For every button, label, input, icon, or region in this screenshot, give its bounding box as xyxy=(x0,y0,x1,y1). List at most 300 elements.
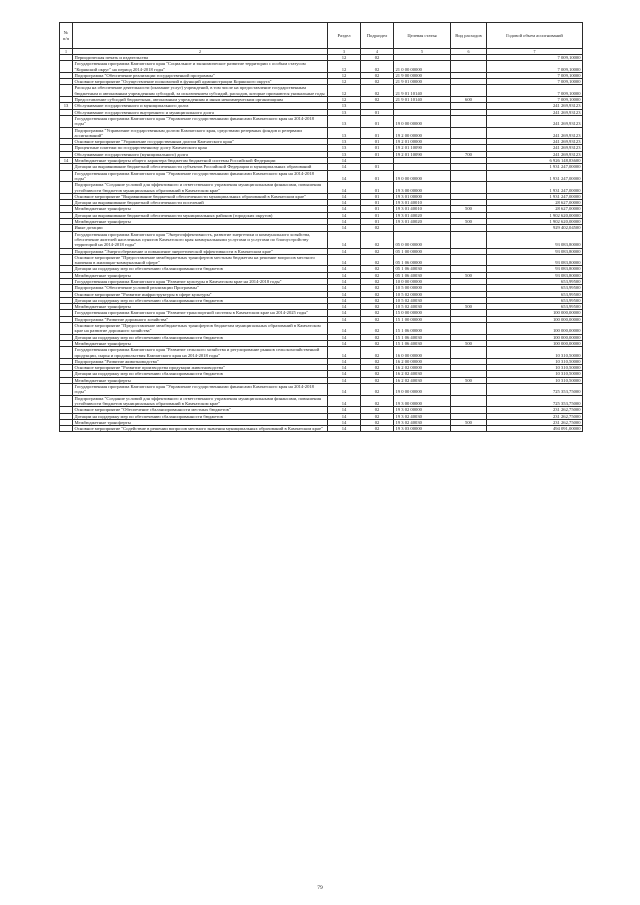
target-article-cell: 21 0 00 00000 xyxy=(394,61,451,73)
subsection-code-cell: 01 xyxy=(361,151,394,157)
subsection-code-cell: 01 xyxy=(361,109,394,115)
table-row xyxy=(60,115,583,127)
page-number: 79 xyxy=(317,885,323,891)
amount-cell: 653,99500 xyxy=(487,291,583,297)
expense-name-cell: Основное мероприятие "Предоставление межбюджетных трансфертов бюджетам муниципальных образований в Камчатском крае на развитие дорожного хозяйства" xyxy=(73,323,328,335)
expense-type-cell xyxy=(451,170,487,182)
amount-cell: 231 262,75000 xyxy=(487,413,583,419)
target-article-cell: 19 0 00 00000 xyxy=(394,115,451,127)
expense-name-cell: Обслуживание государственного (муниципального) долга xyxy=(73,151,328,157)
expense-type-cell xyxy=(451,254,487,266)
expense-name-cell: Расходы на обеспечение деятельности (оказание услуг) учреждений, в том числе на предоставление государственным бюджетным и автономным учреждениям субсидий, за исключением субсидий, расходов, которые признаются уникальные годы xyxy=(73,85,328,97)
row-number-cell xyxy=(60,426,73,432)
amount-cell: 653,99500 xyxy=(487,297,583,303)
subsection-code-cell: 02 xyxy=(361,413,394,419)
expense-name-cell: Основное мероприятие "Осуществление полномочий в функций администрации Корякского округа" xyxy=(73,79,328,85)
section-code-cell: 14 xyxy=(328,170,361,182)
subsection-code-cell: 02 xyxy=(361,316,394,322)
amount-cell: 1 931 247,00000 xyxy=(487,164,583,170)
subsection-code-cell: 02 xyxy=(361,85,394,97)
row-number-cell xyxy=(60,347,73,359)
section-code-cell: 14 xyxy=(328,323,361,335)
expense-name-cell: Основное мероприятие "Обеспечение сбалансированности местных бюджетов" xyxy=(73,407,328,413)
amount-cell: 494 091,00000 xyxy=(487,426,583,432)
subsection-code-cell: 02 xyxy=(361,248,394,254)
column-number: 4 xyxy=(361,49,394,55)
target-article-cell: 16 2 00 00000 xyxy=(394,358,451,364)
amount-cell: 93 083,80000 xyxy=(487,266,583,272)
amount-cell: 93 083,80000 xyxy=(487,254,583,266)
header-expense-type: Вид расходов xyxy=(451,23,487,49)
column-number: 5 xyxy=(394,49,451,55)
expense-type-cell: 500 xyxy=(451,419,487,425)
target-article-cell: 19 0 00 00000 xyxy=(394,384,451,396)
section-code-cell: 13 xyxy=(328,145,361,151)
expense-type-cell xyxy=(451,347,487,359)
subsection-code-cell: 02 xyxy=(361,310,394,316)
table-row xyxy=(60,323,583,335)
row-number-cell xyxy=(60,182,73,194)
table-row xyxy=(60,61,583,73)
section-code-cell: 14 xyxy=(328,206,361,212)
amount-cell: 100 000,00000 xyxy=(487,316,583,322)
section-code-cell: 13 xyxy=(328,139,361,145)
amount-cell: 653,99500 xyxy=(487,285,583,291)
section-code-cell: 14 xyxy=(328,340,361,346)
expense-type-cell: 500 xyxy=(451,206,487,212)
target-article-cell: 19 2 01 10090 xyxy=(394,151,451,157)
expense-name-cell: Государственная программа Камчатского края "Управление государственными финансами Камчатского края на 2014-2018 годы" xyxy=(73,170,328,182)
amount-cell: 653,99500 xyxy=(487,278,583,284)
table-body xyxy=(60,49,583,432)
expense-name-cell: Обслуживание государственного и муниципального долга xyxy=(73,103,328,109)
expense-name-cell: Предоставление субсидий бюджетным, автономным учреждениям и иным некоммерческим организациям xyxy=(73,97,328,103)
target-article-cell: 19 3 00 00000 xyxy=(394,182,451,194)
subsection-code-cell: 02 xyxy=(361,231,394,248)
header-target-article: Целевая статья xyxy=(394,23,451,49)
section-code-cell: 14 xyxy=(328,272,361,278)
section-code-cell: 12 xyxy=(328,55,361,61)
amount-cell: 6 926 148,83600 xyxy=(487,158,583,164)
expense-name-cell: Процентные платежи по государственному долгу Камчатского края xyxy=(73,145,328,151)
amount-cell: 100 000,00000 xyxy=(487,323,583,335)
amount-cell: 93 083,80000 xyxy=(487,231,583,248)
expense-type-cell: 500 xyxy=(451,377,487,383)
expense-name-cell: Дотации на поддержку мер по обеспечению сбалансированности бюджетов xyxy=(73,371,328,377)
amount-cell: 241 269,93123 xyxy=(487,127,583,139)
expense-name-cell: Дотации на поддержку мер по обеспечению сбалансированности бюджетов xyxy=(73,334,328,340)
section-code-cell: 14 xyxy=(328,285,361,291)
expense-name-cell: Межбюджетные трансферты xyxy=(73,377,328,383)
section-code-cell: 14 xyxy=(328,254,361,266)
header-section: Раздел xyxy=(328,23,361,49)
expense-name-cell: Межбюджетные трансферты xyxy=(73,340,328,346)
expense-name-cell: Подпрограмма "Энергосбережение и повышение энергетической эффективности в Камчатском крае" xyxy=(73,248,328,254)
section-code-cell: 14 xyxy=(328,384,361,396)
section-code-cell: 14 xyxy=(328,193,361,199)
target-article-cell: 21 9 00 00000 xyxy=(394,72,451,78)
target-article-cell: 19 3 02 40030 xyxy=(394,413,451,419)
target-article-cell: 05 0 00 00000 xyxy=(394,231,451,248)
section-code-cell: 12 xyxy=(328,61,361,73)
section-code-cell: 14 xyxy=(328,377,361,383)
target-article-cell: 05 1 06 40030 xyxy=(394,272,451,278)
amount-cell: 1 931 247,00000 xyxy=(487,170,583,182)
section-code-cell: 12 xyxy=(328,79,361,85)
section-code-cell: 14 xyxy=(328,358,361,364)
expense-name-cell: Межбюджетные трансферты xyxy=(73,219,328,225)
expense-name-cell: Основное мероприятие "Содействие в решении вопросов местного значения муниципальных образований в Камчатском крае" xyxy=(73,426,328,432)
table-row xyxy=(60,182,583,194)
target-article-cell: 19 2 01 00000 xyxy=(394,139,451,145)
subsection-code-cell: 02 xyxy=(361,285,394,291)
section-code-cell: 14 xyxy=(328,158,361,164)
column-number: 1 xyxy=(60,49,73,55)
section-code-cell: 14 xyxy=(328,371,361,377)
target-article-cell: 19 3 03 00000 xyxy=(394,426,451,432)
section-code-cell: 14 xyxy=(328,334,361,340)
section-code-cell: 14 xyxy=(328,164,361,170)
amount-cell: 100 000,00000 xyxy=(487,310,583,316)
section-code-cell: 14 xyxy=(328,266,361,272)
amount-cell: 10 310,50000 xyxy=(487,358,583,364)
subsection-code-cell: 02 xyxy=(361,297,394,303)
amount-cell: 231 262,75000 xyxy=(487,419,583,425)
expense-name-cell: Дотации на выравнивание бюджетной обеспеченности поселений xyxy=(73,200,328,206)
subsection-code-cell: 02 xyxy=(361,266,394,272)
section-code-cell: 14 xyxy=(328,407,361,413)
expense-name-cell: Государственная программа Камчатского края "Управление государственными финансами Камчатского края на 2014-2018 годы" xyxy=(73,115,328,127)
table-row xyxy=(60,127,583,139)
row-number-cell xyxy=(60,85,73,97)
target-article-cell: 15 1 06 00000 xyxy=(394,323,451,335)
amount-cell: 241 269,93123 xyxy=(487,103,583,109)
amount-cell: 10 310,50000 xyxy=(487,377,583,383)
subsection-code-cell: 02 xyxy=(361,323,394,335)
subsection-code-cell: 02 xyxy=(361,347,394,359)
amount-cell: 241 269,93123 xyxy=(487,145,583,151)
expense-type-cell: 600 xyxy=(451,97,487,103)
expense-name-cell: Дотации на поддержку мер по обеспечению сбалансированности бюджетов xyxy=(73,297,328,303)
section-code-cell: 14 xyxy=(328,297,361,303)
row-number-cell xyxy=(60,323,73,335)
subsection-code-cell: 02 xyxy=(361,55,394,61)
subsection-code-cell: 02 xyxy=(361,377,394,383)
subsection-code-cell: 01 xyxy=(361,139,394,145)
row-number-cell xyxy=(60,254,73,266)
expense-name-cell: Подпрограмма "Обеспечение условий реализации Программы" xyxy=(73,285,328,291)
expense-name-cell: Иные дотации xyxy=(73,225,328,231)
subsection-code-cell: 02 xyxy=(361,358,394,364)
row-number-cell xyxy=(60,127,73,139)
subsection-code-cell: 02 xyxy=(361,426,394,432)
expense-type-cell xyxy=(451,85,487,97)
column-number: 6 xyxy=(451,49,487,55)
expense-type-cell xyxy=(451,395,487,407)
expense-name-cell: Государственная программа Камчатского края "Социальное и экономическое развитие территории с особым статусом "Корякский округ" на период 2014-2018 годы" xyxy=(73,61,328,73)
table-row xyxy=(60,85,583,97)
section-code-cell: 12 xyxy=(328,97,361,103)
amount-cell: 241 269,93123 xyxy=(487,115,583,127)
expense-name-cell: Подпрограмма "Развитие дорожного хозяйства" xyxy=(73,316,328,322)
expense-name-cell: Подпрограмма "Создание условий для эффективного и ответственного управления муниципальными финансами, повышения устойчивости бюджетов муниципальных образований в Камчатском крае" xyxy=(73,182,328,194)
section-code-cell: 13 xyxy=(328,115,361,127)
subsection-code-cell: 01 xyxy=(361,212,394,218)
target-article-cell: 19 3 00 00000 xyxy=(394,395,451,407)
expense-name-cell: Подпрограмма "Обеспечение реализации государственной программы" xyxy=(73,72,328,78)
target-article-cell: 10 0 00 00000 xyxy=(394,278,451,284)
target-article-cell: 16 2 02 40030 xyxy=(394,377,451,383)
expense-name-cell: Основное мероприятие "Развитие производства продукции животноводства" xyxy=(73,365,328,371)
row-number-cell xyxy=(60,170,73,182)
target-article-cell: 21 9 01 00000 xyxy=(394,79,451,85)
subsection-code-cell: 02 xyxy=(361,225,394,231)
target-article-cell: 19 3 01 00000 xyxy=(394,193,451,199)
target-article-cell: 19 0 00 00000 xyxy=(394,170,451,182)
column-number: 3 xyxy=(328,49,361,55)
subsection-code-cell: 02 xyxy=(361,97,394,103)
section-code-cell: 12 xyxy=(328,85,361,97)
expense-name-cell: Государственная программа Камчатского края "Развитие транспортной системы в Камчатском крае на 2014-2025 годы" xyxy=(73,310,328,316)
expense-name-cell: Подпрограмма "Развитие животноводства" xyxy=(73,358,328,364)
section-code-cell: 14 xyxy=(328,225,361,231)
row-number-cell xyxy=(60,115,73,127)
subsection-code-cell: 01 xyxy=(361,206,394,212)
amount-cell: 93 083,80000 xyxy=(487,248,583,254)
amount-cell: 100 000,00000 xyxy=(487,334,583,340)
section-code-cell: 14 xyxy=(328,278,361,284)
section-code-cell: 14 xyxy=(328,426,361,432)
amount-cell: 7 009,10000 xyxy=(487,97,583,103)
column-number: 7 xyxy=(487,49,583,55)
target-article-cell: 19 3 01 40020 xyxy=(394,212,451,218)
amount-cell: 653,99500 xyxy=(487,304,583,310)
subsection-code-cell: 02 xyxy=(361,291,394,297)
subsection-code-cell: 02 xyxy=(361,365,394,371)
expense-name-cell: Государственная программа Камчатского края "Развитие сельского хозяйства и регулирование рынков сельскохозяйственной продукции, сырья и продовольствия Камчатского края на 2014-2018 годы" xyxy=(73,347,328,359)
expense-name-cell: Подпрограмма "Создание условий для эффективного и ответственного управления муниципальными финансами, повышения устойчивости бюджетов муниципальных образований в Камчатском крае" xyxy=(73,395,328,407)
subsection-code-cell: 02 xyxy=(361,61,394,73)
target-article-cell: 10 5 02 40030 xyxy=(394,304,451,310)
expense-type-cell xyxy=(451,384,487,396)
amount-cell: 1 931 247,00000 xyxy=(487,182,583,194)
section-code-cell: 12 xyxy=(328,72,361,78)
target-article-cell: 10 5 00 00000 xyxy=(394,285,451,291)
target-article-cell: 19 3 02 40030 xyxy=(394,419,451,425)
amount-cell: 241 269,93123 xyxy=(487,109,583,115)
table-row xyxy=(60,254,583,266)
section-code-cell: 14 xyxy=(328,248,361,254)
section-code-cell: 14 xyxy=(328,212,361,218)
target-article-cell: 19 2 00 00000 xyxy=(394,127,451,139)
section-code-cell: 14 xyxy=(328,200,361,206)
subsection-code-cell: 02 xyxy=(361,272,394,278)
expense-name-cell: Межбюджетные трансферты общего характера бюджетам бюджетной системы Российской Федерации xyxy=(73,158,328,164)
target-article-cell: 15 1 06 40030 xyxy=(394,334,451,340)
amount-cell: 93 083,80000 xyxy=(487,272,583,278)
subsection-code-cell: 02 xyxy=(361,395,394,407)
amount-cell: 7 009,10000 xyxy=(487,72,583,78)
target-article-cell: 21 9 01 10140 xyxy=(394,85,451,97)
amount-cell: 1 902 620,00000 xyxy=(487,212,583,218)
amount-cell: 10 310,50000 xyxy=(487,365,583,371)
expense-name-cell: Дотации на поддержку мер по обеспечению сбалансированности бюджетов xyxy=(73,266,328,272)
expense-type-cell xyxy=(451,426,487,432)
subsection-code-cell: 02 xyxy=(361,371,394,377)
column-number: 2 xyxy=(73,49,328,55)
amount-cell: 7 009,10000 xyxy=(487,61,583,73)
target-article-cell: 05 1 00 00000 xyxy=(394,248,451,254)
subsection-code-cell: 02 xyxy=(361,407,394,413)
expense-type-cell xyxy=(451,127,487,139)
amount-cell: 725 353,75000 xyxy=(487,395,583,407)
target-article-cell: 19 3 01 40020 xyxy=(394,219,451,225)
header-name xyxy=(73,23,328,49)
section-code-cell: 13 xyxy=(328,151,361,157)
section-code-cell: 14 xyxy=(328,413,361,419)
amount-cell: 7 009,10000 xyxy=(487,79,583,85)
expense-name-cell: Межбюджетные трансферты xyxy=(73,304,328,310)
expense-type-cell: 500 xyxy=(451,304,487,310)
expense-name-cell: Основное мероприятие "Предоставление межбюджетных трансфертов местным бюджетам на решение вопросов местного значения в жилищно-коммунальной сфере" xyxy=(73,254,328,266)
subsection-code-cell: 01 xyxy=(361,115,394,127)
table-row xyxy=(60,384,583,396)
row-number-cell: 14 xyxy=(60,158,73,164)
expense-type-cell: 500 xyxy=(451,219,487,225)
section-code-cell: 14 xyxy=(328,347,361,359)
subsection-code-cell: 02 xyxy=(361,340,394,346)
budget-table xyxy=(59,22,583,432)
target-article-cell: 05 1 06 40030 xyxy=(394,266,451,272)
subsection-code-cell: 01 xyxy=(361,145,394,151)
row-number-cell xyxy=(60,384,73,396)
expense-name-cell: Обслуживание государственного внутреннего и муниципального долга xyxy=(73,109,328,115)
subsection-code-cell: 02 xyxy=(361,79,394,85)
expense-name-cell: Периодическая печать и издательства xyxy=(73,55,328,61)
expense-name-cell: Основное мероприятие "Управление государственным долгом Камчатского края" xyxy=(73,139,328,145)
expense-name-cell: Основное мероприятие "Развитие инфраструктуры в сфере культуры" xyxy=(73,291,328,297)
expense-name-cell: Дотации на выравнивание бюджетной обеспеченности субъектов Российской Федерации и муниципальных образований xyxy=(73,164,328,170)
header-annual-amount: Годовой объем ассигнований xyxy=(487,23,583,49)
subsection-code-cell: 02 xyxy=(361,419,394,425)
target-article-cell: 15 0 00 00000 xyxy=(394,310,451,316)
amount-cell: 241 269,93123 xyxy=(487,139,583,145)
section-code-cell: 14 xyxy=(328,304,361,310)
expense-type-cell xyxy=(451,323,487,335)
subsection-code-cell: 02 xyxy=(361,254,394,266)
amount-cell: 7 009,10000 xyxy=(487,55,583,61)
table-row xyxy=(60,170,583,182)
subsection-code-cell: 02 xyxy=(361,72,394,78)
target-article-cell: 16 2 02 00000 xyxy=(394,365,451,371)
section-code-cell: 14 xyxy=(328,291,361,297)
section-code-cell: 14 xyxy=(328,219,361,225)
expense-name-cell: Подпрограмма "Управление государственным долгом Камчатского края, средствами резервных фондов и резервами ассигнований" xyxy=(73,127,328,139)
subsection-code-cell: 01 xyxy=(361,193,394,199)
target-article-cell: 10 5 02 40030 xyxy=(394,297,451,303)
target-article-cell: 19 3 02 00000 xyxy=(394,407,451,413)
section-code-cell: 14 xyxy=(328,182,361,194)
subsection-code-cell: 01 xyxy=(361,200,394,206)
amount-cell: 1 931 247,00000 xyxy=(487,193,583,199)
expense-name-cell: Государственная программа Камчатского края "Энергоэффективность, развитие энергетики и коммунального хозяйства, обеспечение жителей населенных пунктов Камчатского края коммунальными услугами и услугами по благоустройству территорий на 2014-2018 годы" xyxy=(73,231,328,248)
expense-type-cell: 700 xyxy=(451,151,487,157)
target-article-cell: 05 1 06 00000 xyxy=(394,254,451,266)
expense-name-cell: Государственная программа Камчатского края "Развитие культуры в Камчатском крае на 2014-2018 годы" xyxy=(73,278,328,284)
amount-cell: 10 310,50000 xyxy=(487,347,583,359)
amount-cell: 28 627,00000 xyxy=(487,200,583,206)
section-code-cell: 14 xyxy=(328,310,361,316)
target-article-cell: 19 2 01 10090 xyxy=(394,145,451,151)
subsection-code-cell: 01 xyxy=(361,164,394,170)
expense-name-cell: Межбюджетные трансферты xyxy=(73,206,328,212)
row-number-cell xyxy=(60,231,73,248)
row-number-cell: 13 xyxy=(60,103,73,109)
document-sheet xyxy=(59,22,582,432)
section-code-cell: 14 xyxy=(328,395,361,407)
header-subsection: Подраздел xyxy=(361,23,394,49)
section-code-cell: 14 xyxy=(328,419,361,425)
section-code-cell: 14 xyxy=(328,316,361,322)
expense-type-cell: 500 xyxy=(451,272,487,278)
expense-name-cell: Межбюджетные трансферты xyxy=(73,419,328,425)
table-row xyxy=(60,347,583,359)
section-code-cell: 14 xyxy=(328,231,361,248)
expense-type-cell: 500 xyxy=(451,340,487,346)
row-number-cell xyxy=(60,61,73,73)
table-row xyxy=(60,395,583,407)
amount-cell: 231 262,75000 xyxy=(487,407,583,413)
subsection-code-cell: 01 xyxy=(361,219,394,225)
target-article-cell: 16 0 00 00000 xyxy=(394,347,451,359)
subsection-code-cell: 01 xyxy=(361,127,394,139)
amount-cell: 725 353,75000 xyxy=(487,384,583,396)
expense-name-cell: Межбюджетные трансферты xyxy=(73,272,328,278)
target-article-cell: 19 3 01 40010 xyxy=(394,200,451,206)
subsection-code-cell: 02 xyxy=(361,304,394,310)
table-header-row xyxy=(60,23,583,49)
target-article-cell: 15 1 06 40030 xyxy=(394,340,451,346)
expense-name-cell: Дотации на выравнивание бюджетной обеспеченности муниципальных районов (городских округов) xyxy=(73,212,328,218)
target-article-cell: 10 5 02 00000 xyxy=(394,291,451,297)
section-code-cell: 14 xyxy=(328,365,361,371)
subsection-code-cell: 02 xyxy=(361,278,394,284)
table-row xyxy=(60,231,583,248)
subsection-code-cell: 02 xyxy=(361,384,394,396)
expense-type-cell xyxy=(451,115,487,127)
amount-cell: 241 269,93123 xyxy=(487,151,583,157)
expense-name-cell: Государственная программа Камчатского края "Управление государственными финансами Камчатского края на 2014-2018 годы" xyxy=(73,384,328,396)
amount-cell: 100 000,00000 xyxy=(487,340,583,346)
expense-type-cell xyxy=(451,61,487,73)
subsection-code-cell: 01 xyxy=(361,170,394,182)
section-code-cell: 13 xyxy=(328,127,361,139)
target-article-cell: 19 3 01 40010 xyxy=(394,206,451,212)
subsection-code-cell: 01 xyxy=(361,182,394,194)
expense-type-cell xyxy=(451,182,487,194)
target-article-cell: 16 2 02 40030 xyxy=(394,371,451,377)
target-article-cell: 15 1 00 00000 xyxy=(394,316,451,322)
amount-cell: 1 902 620,00000 xyxy=(487,219,583,225)
section-code-cell: 13 xyxy=(328,103,361,109)
amount-cell: 929 402,04500 xyxy=(487,225,583,231)
expense-name-cell: Основное мероприятие "Выравнивание бюджетной обеспеченности муниципальных образований в Камчатском крае" xyxy=(73,193,328,199)
amount-cell: 28 627,00000 xyxy=(487,206,583,212)
expense-type-cell xyxy=(451,231,487,248)
row-number-cell xyxy=(60,395,73,407)
amount-cell: 10 310,50000 xyxy=(487,371,583,377)
subsection-code-cell: 02 xyxy=(361,334,394,340)
